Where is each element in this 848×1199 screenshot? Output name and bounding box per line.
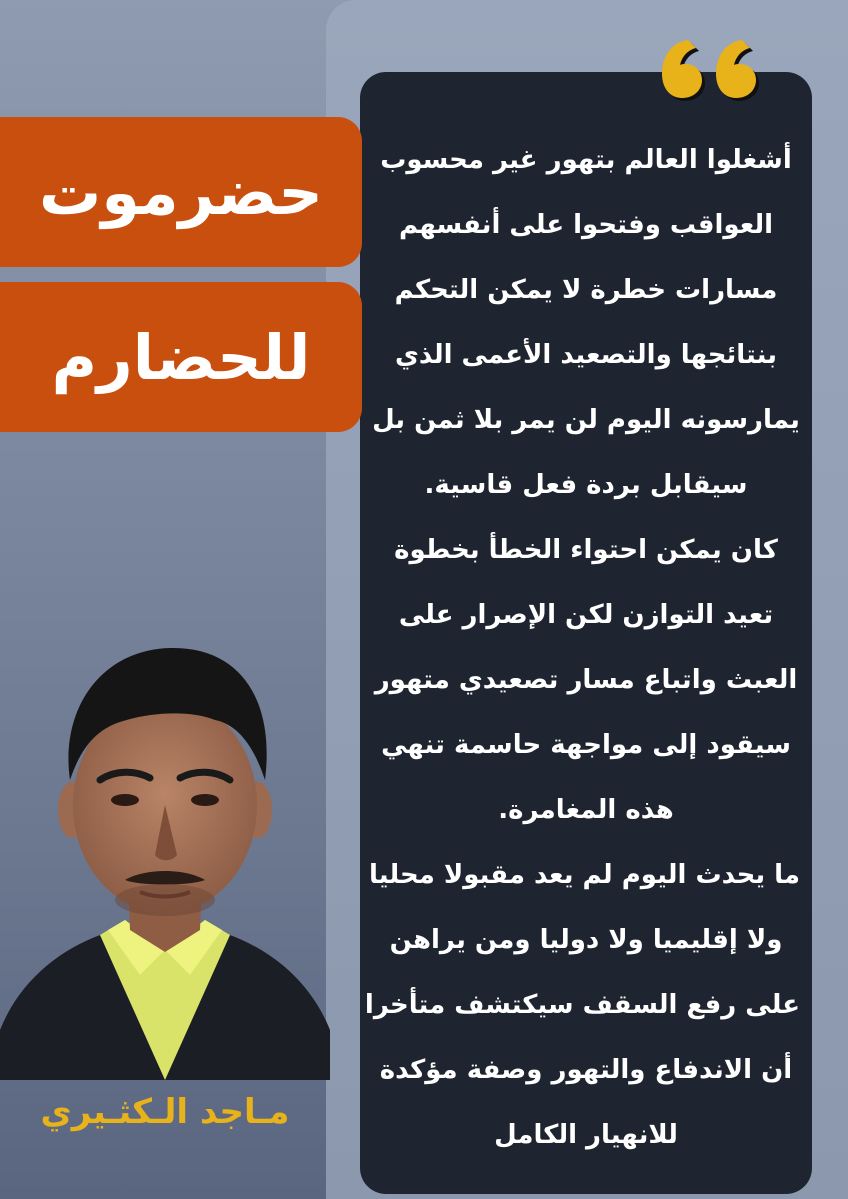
- quote-line: العواقب وفتحوا على أنفسهم: [398, 210, 774, 240]
- quote-mark-icon: [640, 18, 770, 118]
- quote-line: يمارسونه اليوم لن يمر بلا ثمن بل: [372, 405, 800, 435]
- quote-line: سيقود إلى مواجهة حاسمة تنهي: [381, 730, 791, 760]
- title-badge-top: [0, 117, 362, 267]
- portrait-illustration: [0, 630, 330, 1080]
- quote-line: هذه المغامرة.: [498, 795, 674, 825]
- title-line-2: للحضارم: [51, 320, 311, 394]
- quote-line: سيقابل بردة فعل قاسية.: [424, 470, 748, 500]
- quote-line: أن الاندفاع والتهور وصفة مؤكدة: [379, 1055, 793, 1085]
- quote-line: ما يحدث اليوم لم يعد مقبولا محليا: [369, 860, 800, 890]
- author-name: مـاجد الـكثـيري: [40, 1092, 290, 1132]
- quote-line: تعيد التوازن لكن الإصرار على: [398, 600, 774, 630]
- quote-line: ولا إقليميا ولا دوليا ومن يراهن: [389, 925, 783, 955]
- quote-line: مسارات خطرة لا يمكن التحكم: [394, 275, 778, 305]
- title-badge-bottom: [0, 282, 362, 432]
- quote-line: بنتائجها والتصعيد الأعمى الذي: [394, 340, 777, 370]
- quote-text: [364, 128, 800, 1168]
- quote-line: على رفع السقف سيكتشف متأخرا: [364, 990, 800, 1020]
- quote-line: كان يمكن احتواء الخطأ بخطوة: [394, 535, 778, 565]
- title-line-1: حضرموت: [39, 155, 323, 229]
- quote-line: العبث واتباع مسار تصعيدي متهور: [374, 665, 798, 695]
- quote-line: للانهيار الكامل: [494, 1120, 678, 1150]
- author-name-strip: [0, 1080, 330, 1144]
- quote-line: أشغلوا العالم بتهور غير محسوب: [380, 145, 792, 175]
- author-photo: [0, 630, 330, 1080]
